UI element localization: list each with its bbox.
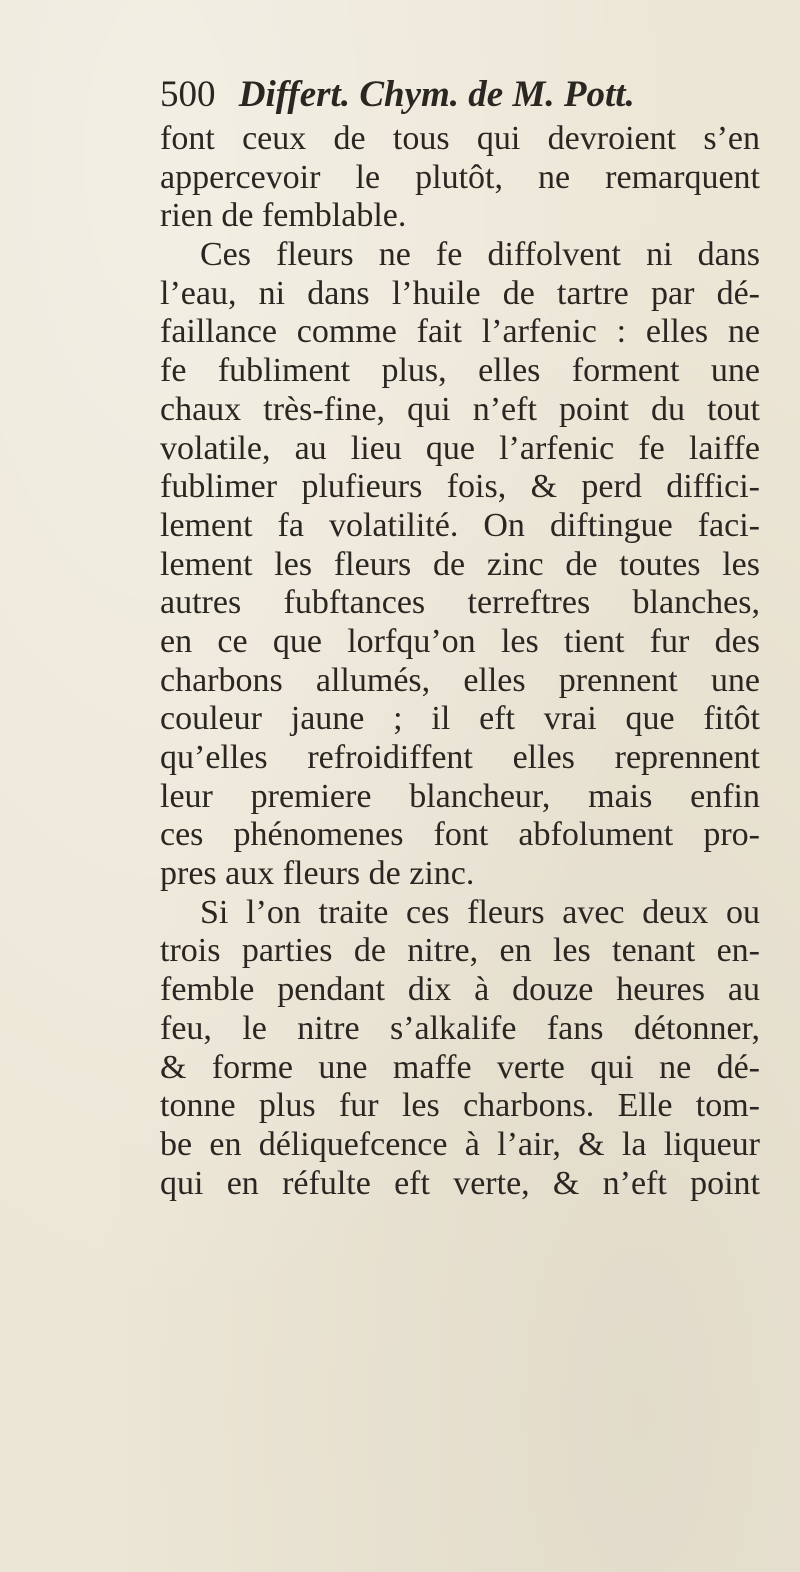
text-line: font ceux de tous qui devroient s’en (160, 120, 760, 157)
text-line: tonne plus fur les charbons. Elle tom- (160, 1087, 760, 1125)
running-title: Differt. Chym. de M. Pott. (238, 74, 635, 115)
text-line: charbons allumés, elles prennent une (160, 661, 760, 699)
text-line: couleur jaune ; il eft vrai que fitôt (160, 700, 760, 738)
text-line: trois parties de nitre, en les tenant en- (160, 932, 760, 970)
text-line: lement les fleurs de zinc de toutes les (160, 545, 760, 583)
text-line: & forme une maffe verte qui ne dé- (160, 1048, 760, 1086)
text-line: faillance comme fait l’arfenic : elles ne (160, 313, 760, 351)
text-line: be en déliquefcence à l’air, & la liqueur (160, 1125, 760, 1163)
body-text (160, 120, 760, 1203)
text-line: volatile, au lieu que l’arfenic fe laiffe (160, 429, 760, 467)
page-number: 500 (160, 74, 216, 115)
text-line: ces phénomenes font abfolument pro- (160, 816, 760, 854)
text-line: leur premiere blancheur, mais enfin (160, 777, 760, 815)
text-line: pres aux fleurs de zinc. (160, 855, 475, 893)
page-header (160, 72, 720, 118)
text-line: lement fa volatilité. On diftingue faci- (160, 506, 760, 544)
text-line: en ce que lorfqu’on les tient fur des (160, 622, 760, 660)
text-line: femble pendant dix à douze heures au (160, 971, 760, 1009)
text-line: feu, le nitre s’alkalife fans détonner, (160, 1009, 760, 1047)
text-line: qu’elles refroidiffent elles reprennent (160, 739, 760, 776)
text-line: chaux très-fine, qui n’eft point du tout (160, 390, 760, 428)
text-line: rien de femblable. (160, 197, 407, 235)
paragraph-start-line: Ces fleurs ne fe diffolvent ni dans (200, 236, 760, 274)
text-line: l’eau, ni dans l’huile de tartre par dé- (160, 274, 760, 312)
text-line: fe fubliment plus, elles forment une (160, 352, 760, 390)
text-line: qui en réfulte eft verte, & n’eft point (160, 1164, 760, 1202)
text-line: fublimer plufieurs fois, & perd diffici- (160, 468, 760, 506)
text-line: appercevoir le plutôt, ne remarquent (160, 158, 760, 196)
paragraph-start-line: Si l’on traite ces fleurs avec deux ou (200, 893, 760, 931)
text-line: autres fubftances terreftres blanches, (160, 584, 760, 622)
